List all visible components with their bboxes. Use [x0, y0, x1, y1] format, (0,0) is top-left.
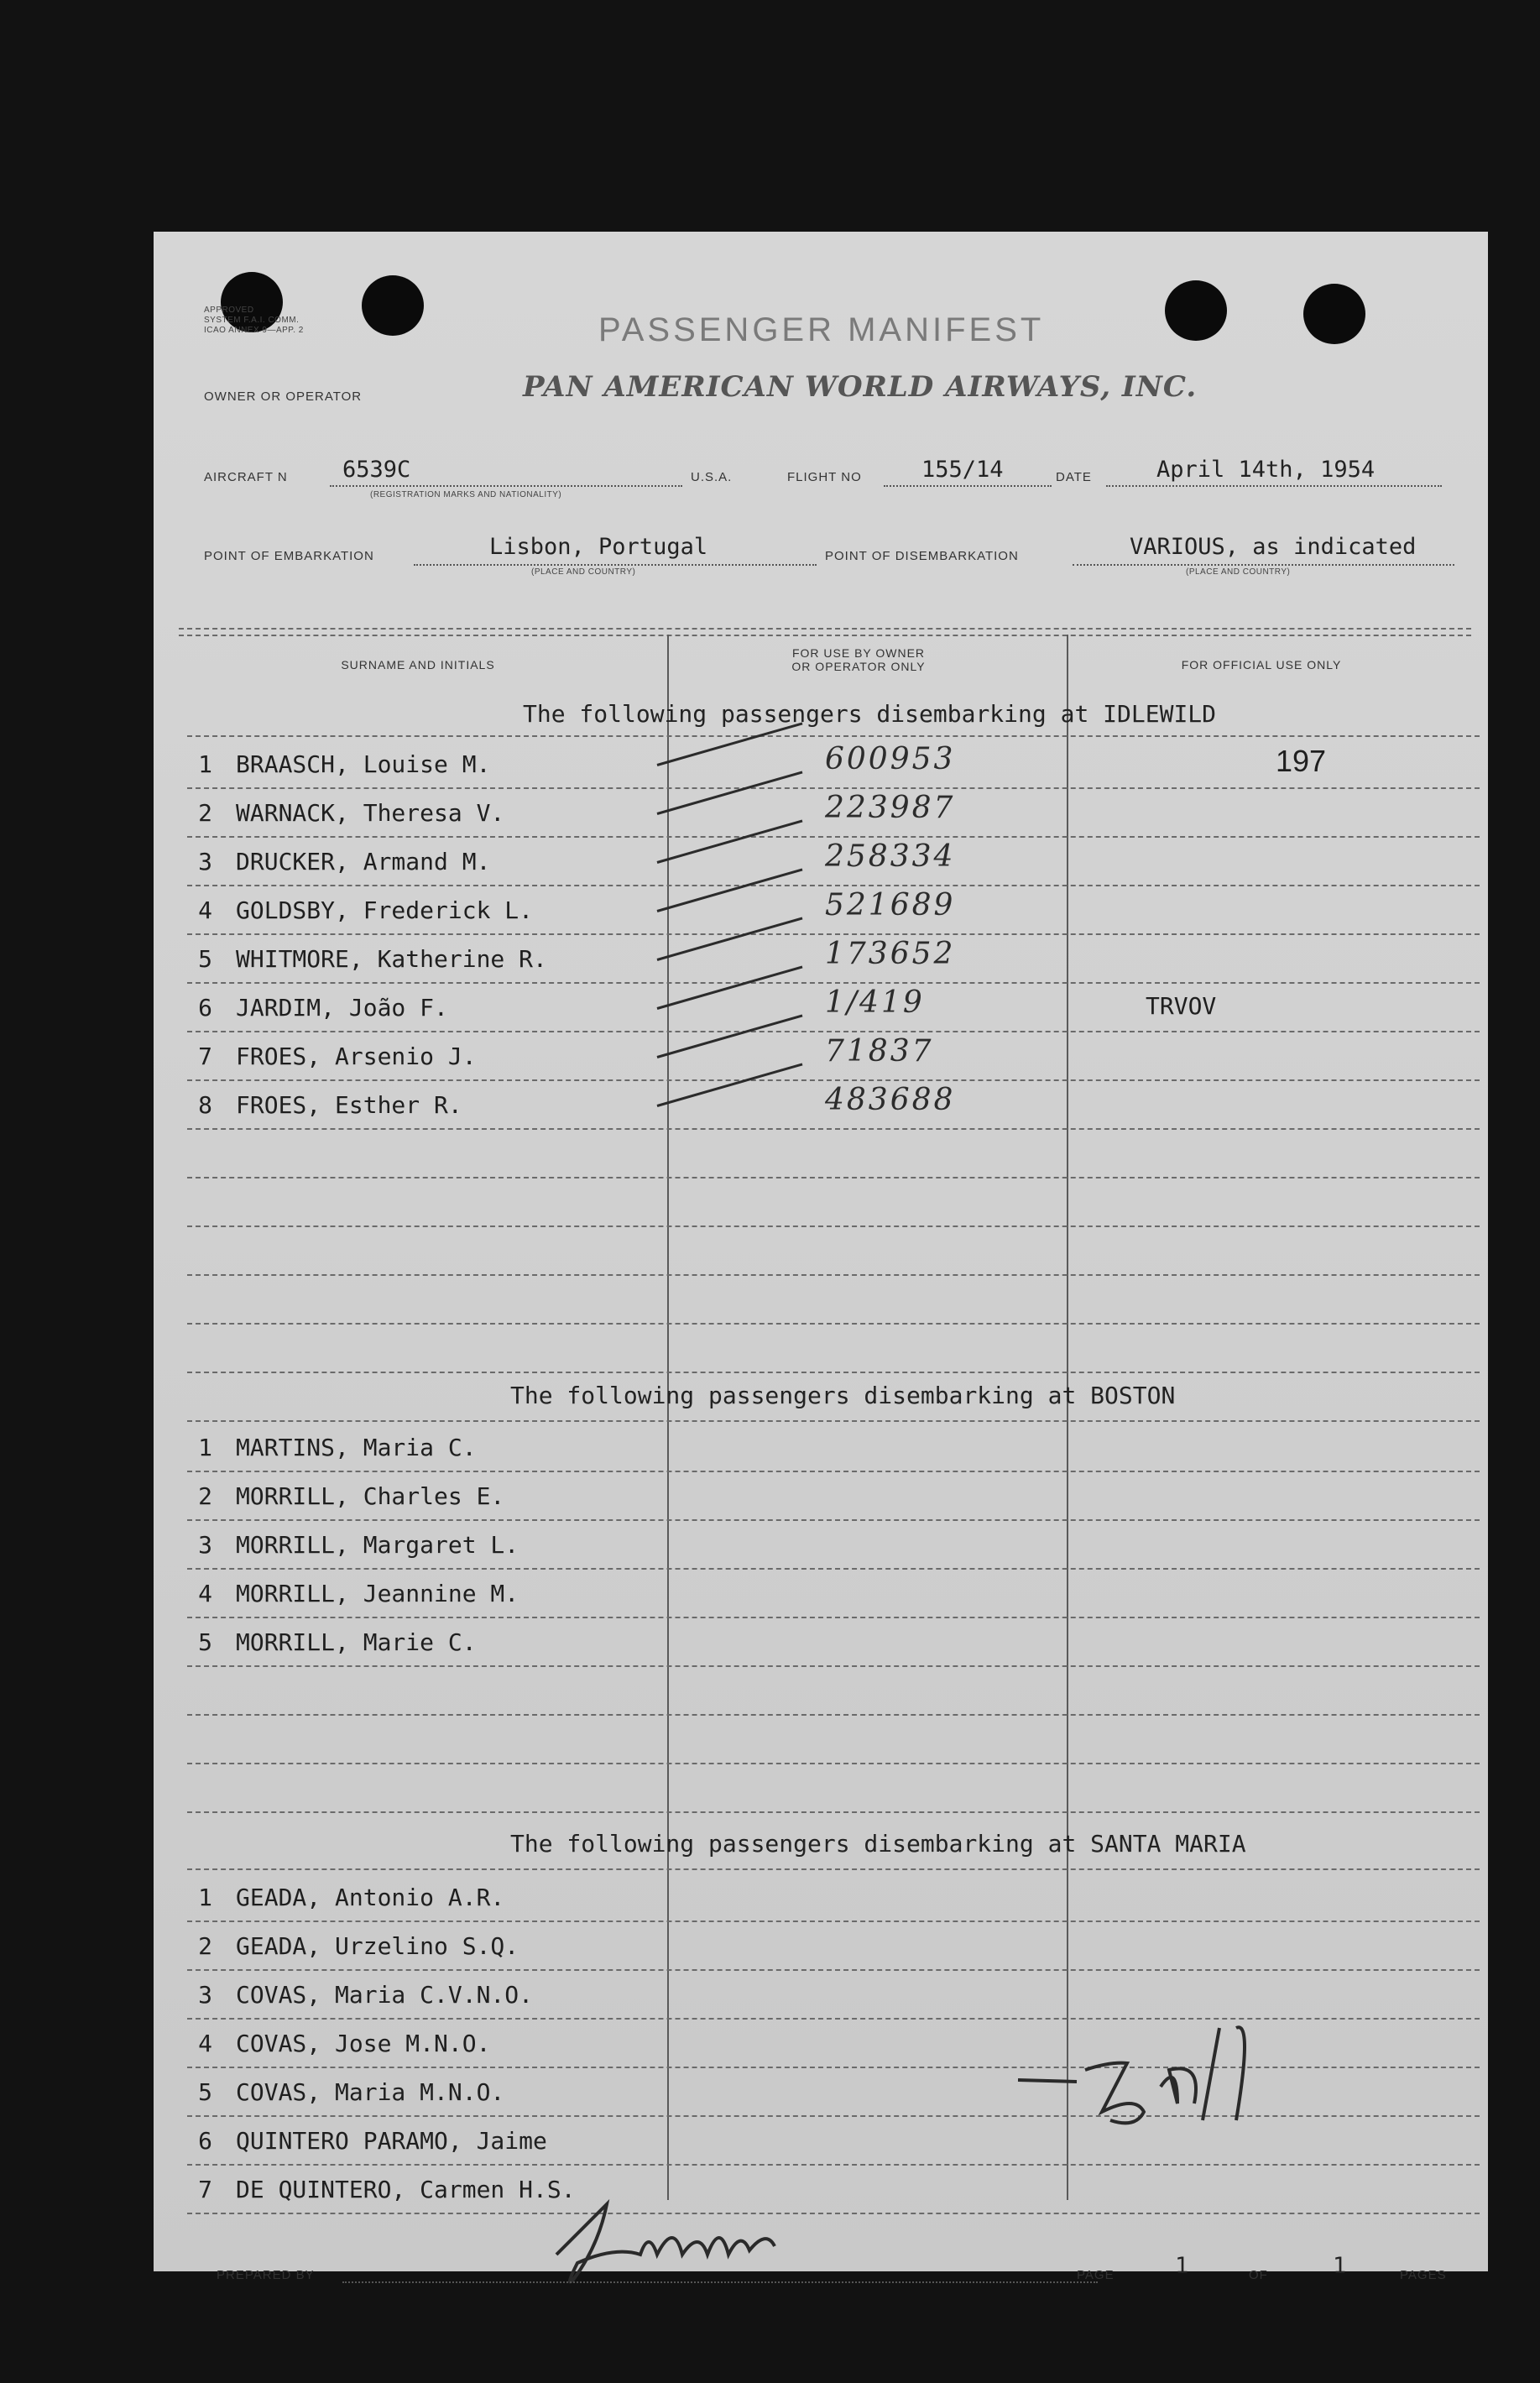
- row-rule: [187, 1471, 1480, 1472]
- system-label: SYSTEM F.A.I. COMM.: [204, 316, 300, 325]
- passenger-number: 4: [198, 896, 212, 924]
- passenger-number: 5: [198, 1628, 212, 1656]
- row-rule: [187, 1420, 1480, 1422]
- column-header-owner-1: FOR USE BY OWNER: [791, 646, 926, 660]
- fill-line: [342, 2281, 1098, 2283]
- column-header-surname: SURNAME AND INITIALS: [341, 658, 495, 672]
- passenger-name: GEADA, Antonio A.R.: [236, 1884, 505, 1911]
- passenger-number: 8: [198, 1091, 212, 1119]
- passenger-row: [187, 1083, 1480, 1135]
- preparer-signature: [540, 2196, 791, 2288]
- passenger-row: [187, 839, 1480, 891]
- passenger-row: [187, 1477, 1480, 1526]
- section-heading-idlewild: The following passengers disembarking at IDLEWILD: [523, 700, 1217, 728]
- prepared-by-label: PREPARED BY: [217, 2268, 315, 2282]
- passenger-row: [187, 791, 1480, 843]
- date-label: DATE: [1056, 470, 1092, 484]
- section-heading-santa-maria: The following passengers disembarking at SANTA MARIA: [510, 1830, 1246, 1858]
- passenger-number: 7: [198, 1043, 212, 1070]
- passenger-name: COVAS, Maria M.N.O.: [236, 2078, 505, 2106]
- passenger-number: 6: [198, 2127, 212, 2155]
- ticket-number: 1/419: [825, 985, 925, 1020]
- row-rule: [187, 2213, 1480, 2214]
- row-rule: [187, 1811, 1480, 1813]
- row-rule: [187, 1519, 1480, 1521]
- column-header-owner-2: OR OPERATOR ONLY: [791, 660, 926, 673]
- row-rule: [187, 1763, 1480, 1764]
- passenger-name: DE QUINTERO, Carmen H.S.: [236, 2176, 576, 2203]
- fill-line: [1073, 564, 1454, 566]
- airline-name: PAN AMERICAN WORLD AIRWAYS, INC.: [523, 370, 1198, 404]
- punch-hole: [1165, 280, 1227, 341]
- row-rule: [187, 1372, 1480, 1373]
- page-label: PAGE: [1077, 2268, 1115, 2282]
- passenger-name: QUINTERO PARAMO, Jaime: [236, 2127, 547, 2155]
- passenger-number: 1: [198, 1884, 212, 1911]
- row-rule: [187, 1714, 1480, 1716]
- manifest-sheet: [154, 232, 1488, 2282]
- approved-label: APPROVED: [204, 306, 254, 315]
- disembark-value: VARIOUS, as indicated: [1130, 534, 1417, 560]
- column-header-official: FOR OFFICIAL USE ONLY: [1181, 658, 1342, 672]
- aircraft-value: 6539C: [342, 457, 411, 483]
- table-top-rule: [179, 635, 1471, 636]
- pages-label: PAGES: [1400, 2268, 1447, 2282]
- row-rule: [187, 1031, 1480, 1032]
- passenger-row: [187, 937, 1480, 989]
- aircraft-label: AIRCRAFT N: [204, 470, 288, 484]
- row-rule: [187, 1225, 1480, 1227]
- official-mark: TRVOV: [1146, 992, 1217, 1020]
- row-rule: [187, 933, 1480, 935]
- row-rule: [187, 1079, 1480, 1081]
- ticket-number: 483688: [825, 1083, 956, 1117]
- passenger-row: [187, 1927, 1480, 1976]
- passenger-row: [187, 1526, 1480, 1575]
- punch-hole: [362, 275, 424, 336]
- total-pages: 1: [1333, 2253, 1347, 2279]
- passenger-number: 2: [198, 1932, 212, 1960]
- fill-line: [414, 564, 817, 566]
- ticket-number: 71837: [825, 1034, 934, 1069]
- fill-line: [1106, 485, 1442, 487]
- handwritten-initials-mark: [1010, 2011, 1295, 2137]
- passenger-number: 2: [198, 799, 212, 827]
- passenger-number: 1: [198, 750, 212, 778]
- ticket-number: 223987: [825, 791, 956, 825]
- passenger-number: 3: [198, 1981, 212, 2009]
- date-value: April 14th, 1954: [1156, 457, 1376, 483]
- passenger-number: 4: [198, 2030, 212, 2057]
- row-rule: [187, 836, 1480, 838]
- row-rule: [187, 1868, 1480, 1870]
- row-rule: [187, 2164, 1480, 2166]
- flight-label: FLIGHT NO: [787, 470, 862, 484]
- embark-label: POINT OF EMBARKATION: [204, 549, 374, 563]
- row-rule: [187, 787, 1480, 789]
- row-rule: [187, 1323, 1480, 1325]
- form-title: PASSENGER MANIFEST: [598, 311, 1045, 348]
- table-top-rule: [179, 628, 1471, 630]
- icao-label: ICAO ANNEX 9—APP. 2: [204, 326, 304, 335]
- check-stroke: [657, 722, 803, 766]
- passenger-name: MORRILL, Margaret L.: [236, 1531, 519, 1559]
- passenger-name: JARDIM, João F.: [236, 994, 448, 1022]
- row-rule: [187, 1274, 1480, 1276]
- page-number: 1: [1175, 2253, 1189, 2279]
- passenger-number: 7: [198, 2176, 212, 2203]
- passenger-name: MORRILL, Jeannine M.: [236, 1580, 519, 1607]
- registration-caption: (REGISTRATION MARKS AND NATIONALITY): [370, 490, 562, 499]
- passenger-number: 5: [198, 945, 212, 973]
- fill-line: [330, 485, 682, 487]
- row-rule: [187, 1617, 1480, 1618]
- of-label: OF: [1249, 2268, 1268, 2282]
- passenger-number: 1: [198, 1434, 212, 1461]
- row-rule: [187, 1177, 1480, 1178]
- embark-value: Lisbon, Portugal: [489, 534, 708, 560]
- disembark-label: POINT OF DISEMBARKATION: [825, 549, 1019, 563]
- row-rule: [187, 1128, 1480, 1130]
- row-rule: [187, 1665, 1480, 1667]
- usa-label: U.S.A.: [691, 470, 733, 484]
- passenger-name: MARTINS, Maria C.: [236, 1434, 477, 1461]
- passenger-number: 4: [198, 1580, 212, 1607]
- passenger-row: [187, 1879, 1480, 1927]
- passenger-name: GEADA, Urzelino S.Q.: [236, 1932, 519, 1960]
- passenger-row: [187, 1575, 1480, 1623]
- passenger-name: FROES, Esther R.: [236, 1091, 462, 1119]
- passenger-row: [187, 1623, 1480, 1672]
- fill-line: [884, 485, 1052, 487]
- passenger-name: COVAS, Maria C.V.N.O.: [236, 1981, 534, 2009]
- passenger-name: DRUCKER, Armand M.: [236, 848, 491, 875]
- passenger-name: BRAASCH, Louise M.: [236, 750, 491, 778]
- passenger-number: 2: [198, 1482, 212, 1510]
- passenger-name: COVAS, Jose M.N.O.: [236, 2030, 491, 2057]
- ticket-number: 600953: [825, 742, 956, 776]
- passenger-name: WHITMORE, Katherine R.: [236, 945, 547, 973]
- row-rule: [187, 1568, 1480, 1570]
- passenger-row: [187, 1034, 1480, 1086]
- passenger-row: [187, 1429, 1480, 1477]
- ticket-number: 173652: [825, 937, 956, 971]
- passenger-row: [187, 2171, 1480, 2219]
- place-caption: (PLACE AND COUNTRY): [531, 567, 636, 577]
- punch-hole: [1303, 284, 1365, 344]
- passenger-row: [187, 742, 1480, 794]
- passenger-number: 5: [198, 2078, 212, 2106]
- passenger-number: 3: [198, 1531, 212, 1559]
- flight-value: 155/14: [921, 457, 1004, 483]
- passenger-number: 6: [198, 994, 212, 1022]
- section-heading-boston: The following passengers disembarking at BOSTON: [510, 1382, 1176, 1409]
- row-rule: [187, 735, 1480, 737]
- passenger-name: GOLDSBY, Frederick L.: [236, 896, 534, 924]
- row-rule: [187, 885, 1480, 886]
- row-rule: [187, 982, 1480, 984]
- passenger-name: MORRILL, Marie C.: [236, 1628, 477, 1656]
- passenger-row: [187, 888, 1480, 940]
- place-caption: (PLACE AND COUNTRY): [1186, 567, 1291, 577]
- passenger-number: 3: [198, 848, 212, 875]
- owner-label: OWNER OR OPERATOR: [204, 389, 363, 404]
- passenger-row: [187, 985, 1480, 1037]
- ticket-number: 258334: [825, 839, 956, 874]
- row-rule: [187, 1969, 1480, 1971]
- passenger-name: FROES, Arsenio J.: [236, 1043, 477, 1070]
- official-mark: 197: [1276, 744, 1327, 778]
- row-rule: [187, 1921, 1480, 1922]
- passenger-name: MORRILL, Charles E.: [236, 1482, 505, 1510]
- ticket-number: 521689: [825, 888, 956, 922]
- passenger-name: WARNACK, Theresa V.: [236, 799, 505, 827]
